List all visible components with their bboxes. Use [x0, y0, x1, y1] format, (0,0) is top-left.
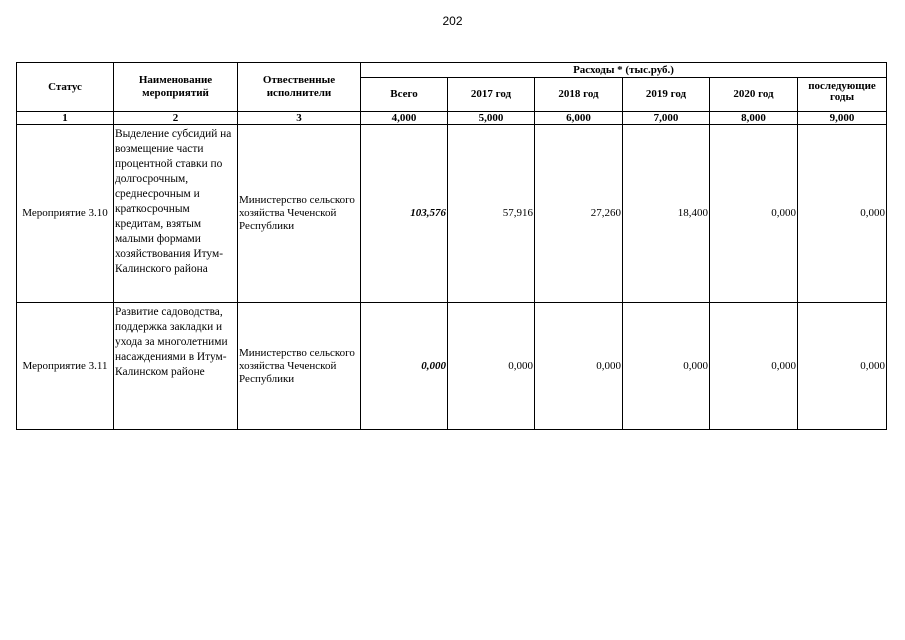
index-cell: 8,000 — [710, 112, 798, 125]
value-2018-cell: 0,000 — [535, 303, 623, 430]
executor-cell: Министерство сельского хозяйства Чеченской Республики — [238, 303, 361, 430]
page-number: 202 — [442, 14, 463, 28]
index-cell: 6,000 — [535, 112, 623, 125]
executor-cell: Министерство сельского хозяйства Чеченской Республики — [238, 125, 361, 303]
value-2019-cell: 0,000 — [623, 303, 710, 430]
header-row-1 — [17, 63, 887, 78]
status-cell: Мероприятие 3.10 — [17, 125, 114, 303]
value-2019-cell: 18,400 — [623, 125, 710, 303]
value-following-cell: 0,000 — [798, 303, 887, 430]
header-2018: 2018 год — [535, 78, 623, 112]
value-following-cell: 0,000 — [798, 125, 887, 303]
header-status: Статус — [17, 63, 114, 112]
total-cell: 0,000 — [361, 303, 448, 430]
expenses-table — [16, 62, 887, 430]
name-cell: Развитие садоводства, поддержка закладки и ухода за многолетними насаждениями в Итум-Калинском районе — [114, 303, 238, 430]
index-cell: 9,000 — [798, 112, 887, 125]
value-2017-cell: 57,916 — [448, 125, 535, 303]
value-2017-cell: 0,000 — [448, 303, 535, 430]
header-2019: 2019 год — [623, 78, 710, 112]
index-cell: 2 — [114, 112, 238, 125]
value-2018-cell: 27,260 — [535, 125, 623, 303]
total-cell: 103,576 — [361, 125, 448, 303]
table-row — [17, 303, 887, 430]
index-cell: 3 — [238, 112, 361, 125]
header-name: Наименование мероприятий — [114, 63, 238, 112]
header-expenses: Расходы * (тыс.руб.) — [361, 63, 887, 78]
header-total: Всего — [361, 78, 448, 112]
header-2020: 2020 год — [710, 78, 798, 112]
header-following: последующие годы — [798, 78, 887, 112]
value-2020-cell: 0,000 — [710, 303, 798, 430]
table-row — [17, 125, 887, 303]
index-cell: 7,000 — [623, 112, 710, 125]
index-cell: 1 — [17, 112, 114, 125]
name-cell: Выделение субсидий на возмещение части процентной ставки по долгосрочным, среднесрочным и краткосрочным кредитам, взятым малыми формами хозяйствования Итум-Калинского района — [114, 125, 238, 303]
index-cell: 5,000 — [448, 112, 535, 125]
header-2017: 2017 год — [448, 78, 535, 112]
status-cell: Мероприятие 3.11 — [17, 303, 114, 430]
value-2020-cell: 0,000 — [710, 125, 798, 303]
index-row — [17, 112, 887, 125]
header-executors: Отвественные исполнители — [238, 63, 361, 112]
index-cell: 4,000 — [361, 112, 448, 125]
